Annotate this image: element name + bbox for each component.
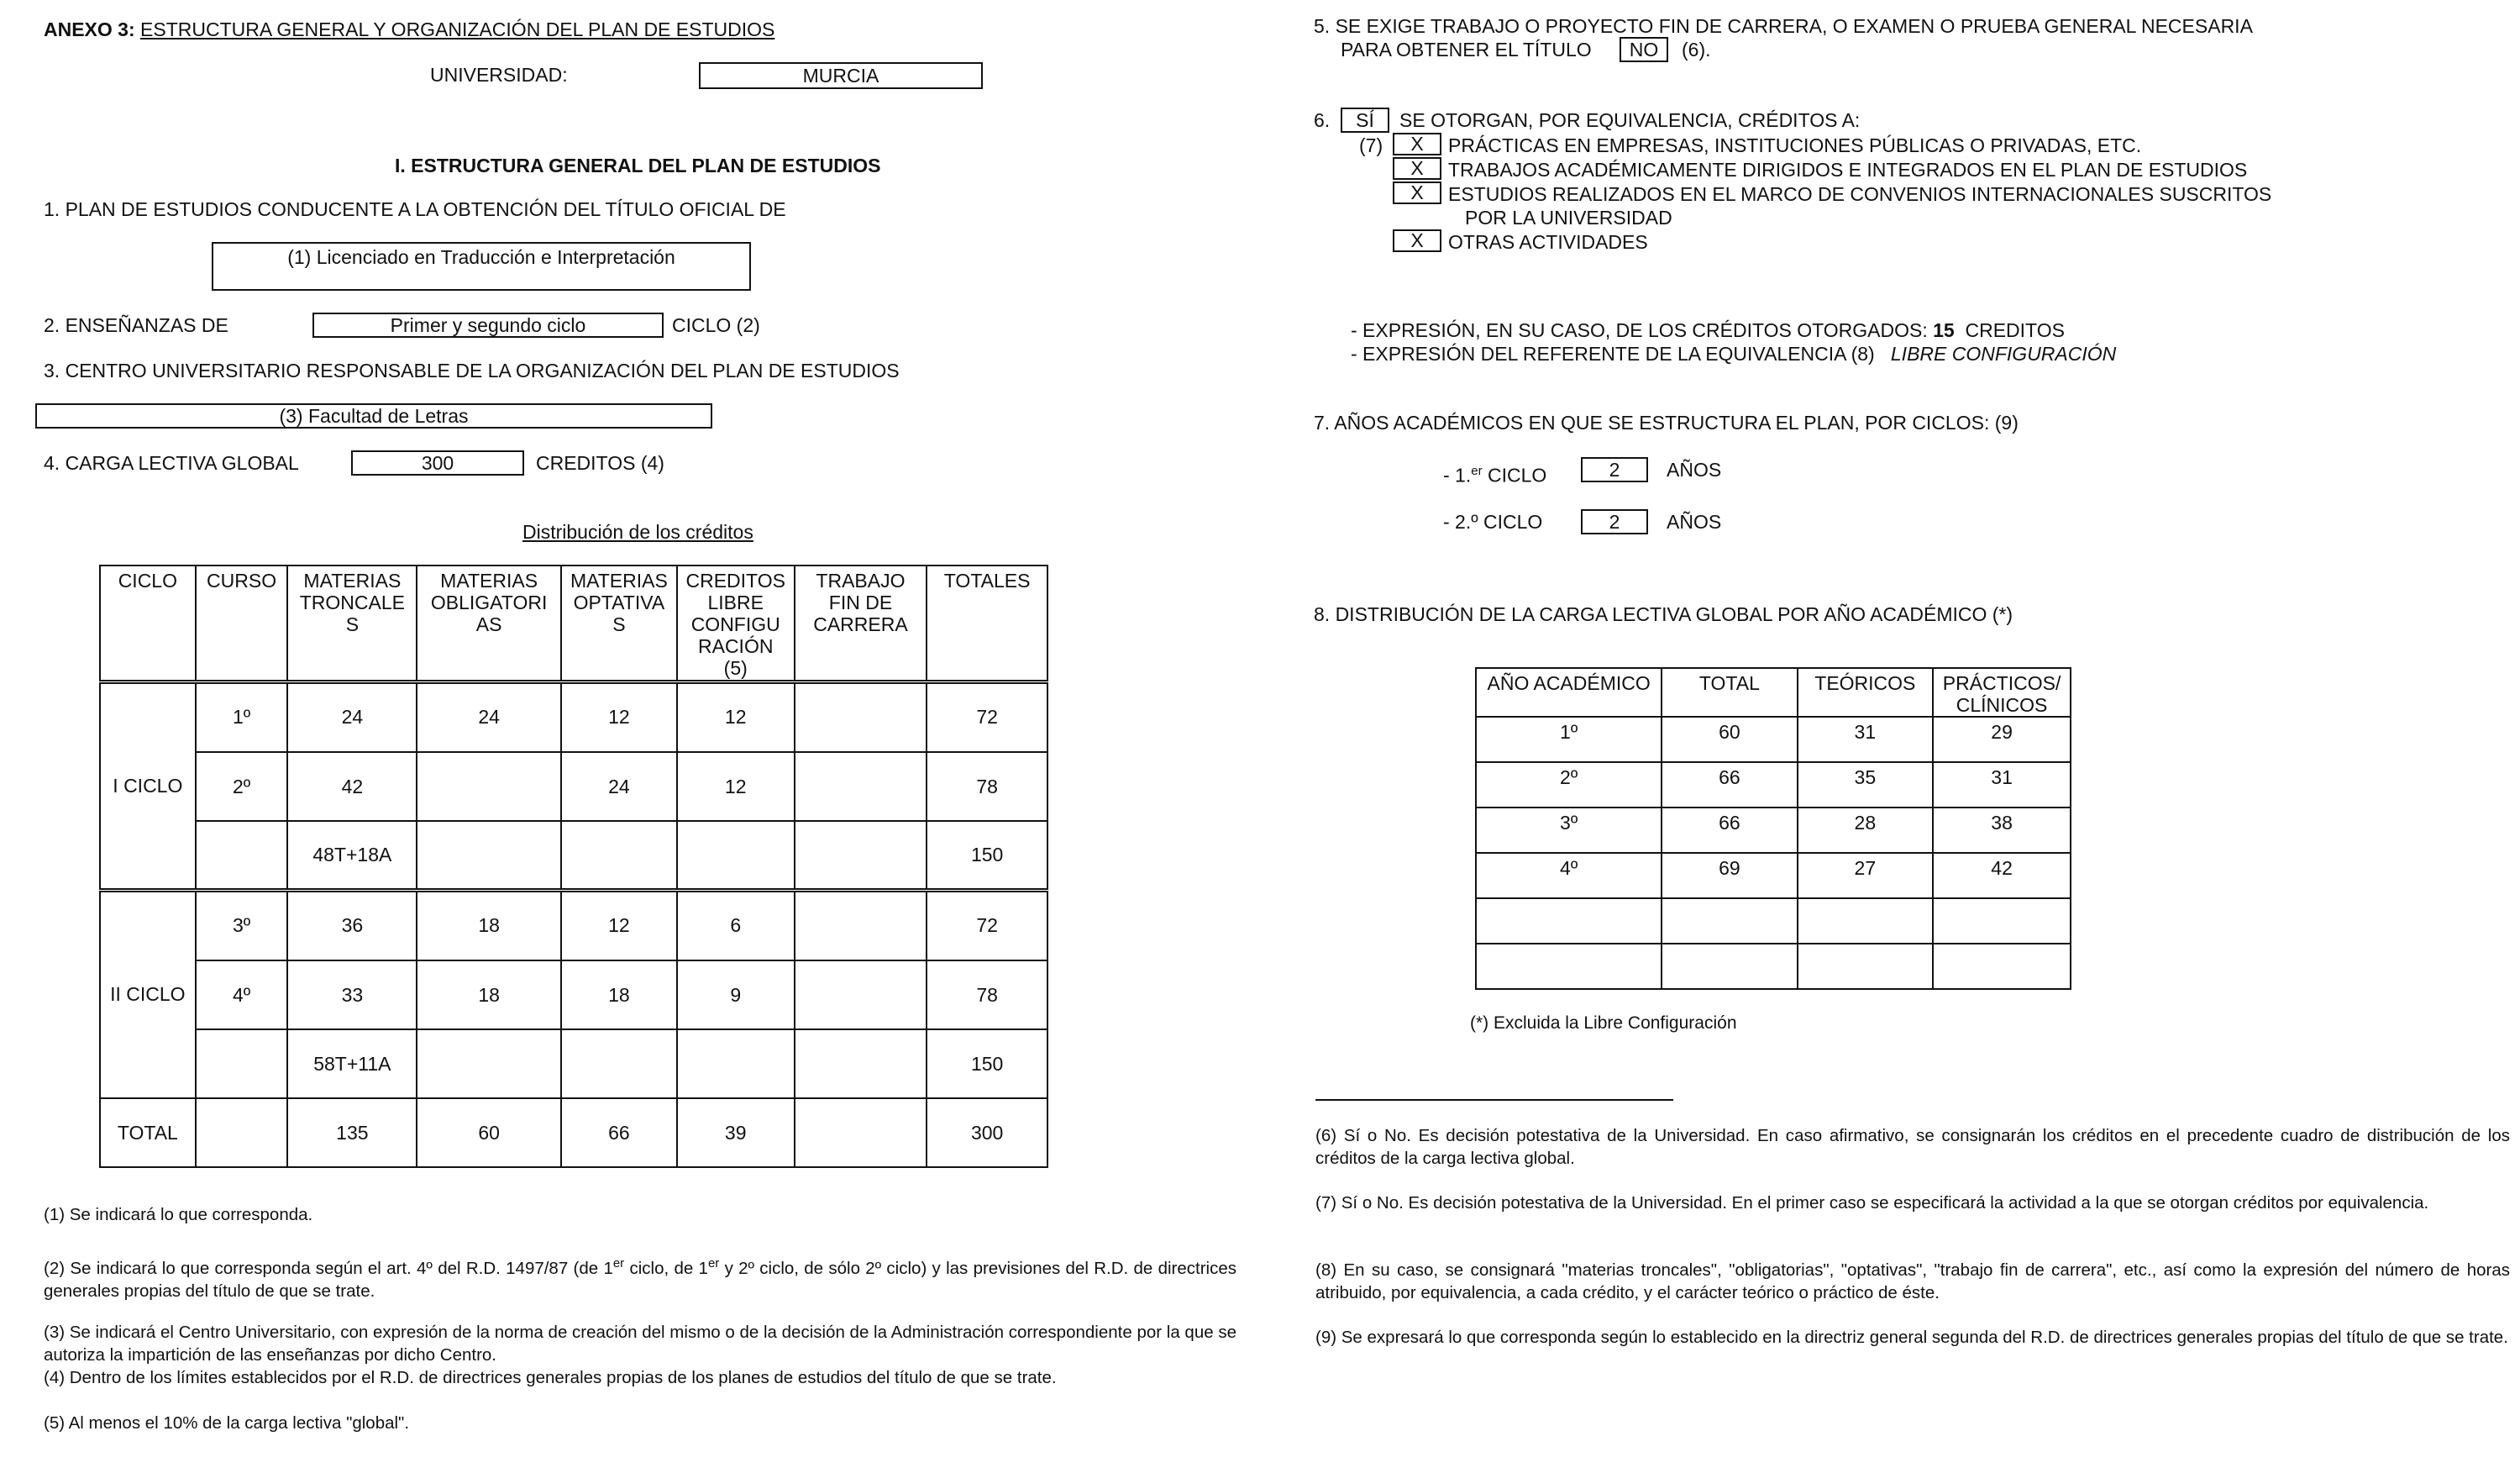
header-teoricos: TEÓRICOS — [1798, 668, 1934, 717]
table-cell — [1476, 898, 1662, 944]
cycle1-years-unit: AÑOS — [1667, 459, 1722, 481]
table-cell: 18 — [561, 960, 677, 1029]
header-libre-configuracion: CREDITOS LIBRE CONFIGU RACIÓN (5) — [677, 566, 795, 681]
table-cell: 1º — [1476, 717, 1662, 762]
table-cell: 28 — [1798, 808, 1934, 853]
table-cell: 42 — [1933, 853, 2071, 898]
credits-header-row — [100, 566, 1047, 681]
table-cell: 72 — [927, 681, 1047, 752]
footnote-divider — [1315, 1099, 1673, 1101]
table-row — [1476, 944, 2071, 989]
table-cell: 27 — [1798, 853, 1934, 898]
table-cell: 24 — [417, 681, 561, 752]
table-cell: 39 — [677, 1098, 795, 1167]
header-curso: CURSO — [196, 566, 288, 681]
option-otras-label: OTRAS ACTIVIDADES — [1448, 231, 1648, 253]
table-cell: 31 — [1798, 717, 1934, 762]
table-cell: 72 — [927, 890, 1047, 960]
header-totales: TOTALES — [927, 566, 1047, 681]
table-cell: 78 — [927, 752, 1047, 821]
table-cell — [561, 1029, 677, 1098]
footnote-6: (6) Sí o No. Es decisión potestativa de la Universidad. En caso afirmativo, se consignarán los créditos en el precedente cuadro de distribución de los créditos de la carga lectiva global. — [1315, 1126, 2510, 1168]
item6-label: SE OTORGAN, POR EQUIVALENCIA, CRÉDITOS A: — [1399, 109, 1861, 131]
header-trabajo-fin-carrera: TRABAJO FIN DE CARRERA — [795, 566, 927, 681]
table-cell: 58T+11A — [287, 1029, 417, 1098]
credits-table — [99, 565, 1048, 1168]
option-trabajos-label: TRABAJOS ACADÉMICAMENTE DIRIGIDOS E INTEGRADOS EN EL PLAN DE ESTUDIOS — [1448, 159, 2248, 181]
footnote-2: (2) Se indicará lo que corresponda según el art. 4º del R.D. 1497/87 (de 1er ciclo, de 1er y 2º ciclo, de sólo 2º ciclo) y las previsiones del R.D. de directrices generales propias del título de que se trate. — [44, 1256, 1236, 1301]
table-cell: 69 — [1662, 853, 1797, 898]
credits-table-caption: Distribución de los créditos — [522, 521, 753, 543]
table-row — [1476, 898, 2071, 944]
global-load-field: 300 — [351, 450, 524, 476]
annex-label: ANEXO 3: — [44, 18, 135, 40]
table-cell: 18 — [417, 890, 561, 960]
table-cell: 12 — [677, 681, 795, 752]
cycle2-years-label: - 2.º CICLO — [1443, 511, 1543, 533]
table-row — [100, 752, 1047, 821]
table-cell: 9 — [677, 960, 795, 1029]
item5-line1: 5. SE EXIGE TRABAJO O PROYECTO FIN DE CARRERA, O EXAMEN O PRUEBA GENERAL NECESARIA — [1314, 15, 2253, 37]
table-row — [100, 821, 1047, 890]
table-cell: 42 — [287, 752, 417, 821]
footnote-5: (5) Al menos el 10% de la carga lectiva "global". — [44, 1413, 410, 1433]
table-cell — [795, 681, 927, 752]
table-cell — [795, 821, 927, 890]
table-cell: 12 — [677, 752, 795, 821]
responsible-center-field: (3) Facultad de Letras — [35, 403, 712, 429]
table-cell — [795, 752, 927, 821]
table-row — [1476, 762, 2071, 808]
equivalence-credits-field: SÍ — [1341, 108, 1389, 133]
table-cell: 24 — [287, 681, 417, 752]
header-ano-academico: AÑO ACADÉMICO — [1476, 668, 1662, 717]
table-cell — [677, 1029, 795, 1098]
table-row — [1476, 853, 2071, 898]
table-cell: 12 — [561, 890, 677, 960]
table-row — [100, 1029, 1047, 1098]
item1-label: 1. PLAN DE ESTUDIOS CONDUCENTE A LA OBTENCIÓN DEL TÍTULO OFICIAL DE — [44, 198, 786, 220]
header-practicos: PRÁCTICOS/ CLÍNICOS — [1933, 668, 2071, 717]
item2-suffix: CICLO (2) — [672, 314, 760, 336]
table-cell — [1798, 944, 1934, 989]
credits-granted-line: - EXPRESIÓN, EN SU CASO, DE LOS CRÉDITOS OTORGADOS: 15 CREDITOS — [1351, 319, 2065, 341]
table-cell — [417, 752, 561, 821]
university-field: MURCIA — [699, 62, 983, 89]
cycle2-years-field: 2 — [1581, 509, 1648, 534]
table-cell — [417, 821, 561, 890]
table-cell: 1º — [196, 681, 288, 752]
item7-label: 7. AÑOS ACADÉMICOS EN QUE SE ESTRUCTURA EL PLAN, POR CICLOS: (9) — [1314, 412, 2019, 434]
table-cell: 33 — [287, 960, 417, 1029]
option-practicas-label: PRÁCTICAS EN EMPRESAS, INSTITUCIONES PÚBLICAS O PRIVADAS, ETC. — [1448, 134, 2142, 156]
item6-note: (7) — [1359, 134, 1383, 156]
table-cell — [1662, 898, 1797, 944]
final-project-field: NO — [1620, 37, 1668, 62]
checkbox-trabajos[interactable]: X — [1393, 157, 1441, 180]
cycle2-cell: II CICLO — [100, 890, 196, 1098]
yearly-load-table — [1475, 667, 2071, 990]
table-cell: 6 — [677, 890, 795, 960]
table-cell: 3º — [196, 890, 288, 960]
table-cell — [1798, 898, 1934, 944]
table-cell — [677, 821, 795, 890]
footnote-8: (8) En su caso, se consignará "materias troncales", "obligatorias", "optativas", "trabajo fin de carrera", etc., así como la expresión del número de horas atribuido, por equivalencia, a cada crédito, y el carácter teórico o práctico de éste. — [1315, 1260, 2510, 1302]
table-cell: 66 — [1662, 808, 1797, 853]
header-ciclo: CICLO — [100, 566, 196, 681]
table-cell: 29 — [1933, 717, 2071, 762]
cycle1-years-field: 2 — [1581, 457, 1648, 482]
annex-heading — [44, 18, 774, 41]
table-cell: 78 — [927, 960, 1047, 1029]
item4-label: 4. CARGA LECTIVA GLOBAL — [44, 452, 299, 474]
table-cell: 31 — [1933, 762, 2071, 808]
item4-suffix: CREDITOS (4) — [536, 452, 664, 474]
item5-line2: PARA OBTENER EL TÍTULO — [1341, 39, 1592, 60]
table-cell — [417, 1029, 561, 1098]
option-estudios-label-2: POR LA UNIVERSIDAD — [1465, 207, 1672, 229]
table-cell: 150 — [927, 1029, 1047, 1098]
checkbox-practicas[interactable]: X — [1393, 133, 1441, 155]
table-cell: 48T+18A — [287, 821, 417, 890]
cycle1-years-label: - 1.$^{er}$ CICLO — [1443, 464, 1547, 487]
table-cell: 2º — [1476, 762, 1662, 808]
checkbox-estudios[interactable]: X — [1393, 181, 1441, 204]
table-cell: 300 — [927, 1098, 1047, 1167]
table-cell — [1476, 944, 1662, 989]
header-total: TOTAL — [1662, 668, 1797, 717]
table-cell: 18 — [417, 960, 561, 1029]
table-cell: 60 — [417, 1098, 561, 1167]
table-cell — [196, 1029, 288, 1098]
table-cell: 66 — [561, 1098, 677, 1167]
yearly-load-note: (*) Excluida la Libre Configuración — [1470, 1013, 1737, 1033]
teaching-cycles-field: Primer y segundo ciclo — [312, 313, 664, 338]
item6-num: 6. — [1314, 109, 1331, 131]
table-cell — [561, 821, 677, 890]
table-cell: 66 — [1662, 762, 1797, 808]
item5-suffix: (6). — [1682, 39, 1711, 60]
table-cell: 24 — [561, 752, 677, 821]
footnote-3: (3) Se indicará el Centro Universitario, con expresión de la norma de creación del mismo o de la decisión de la Administración correspondiente por la que se autoriza la impartición de las enseñanzas por dicho Centro. — [44, 1323, 1236, 1365]
item8-label: 8. DISTRIBUCIÓN DE LA CARGA LECTIVA GLOBAL POR AÑO ACADÉMICO (*) — [1314, 603, 2013, 625]
table-cell: 3º — [1476, 808, 1662, 853]
table-row — [1476, 808, 2071, 853]
option-estudios-label: ESTUDIOS REALIZADOS EN EL MARCO DE CONVENIOS INTERNACIONALES SUSCRITOS — [1448, 183, 2272, 205]
header-optativas: MATERIAS OPTATIVA S — [561, 566, 677, 681]
table-cell: TOTAL — [100, 1098, 196, 1167]
table-row — [1476, 717, 2071, 762]
table-row — [100, 681, 1047, 752]
total-row — [100, 1098, 1047, 1167]
table-row — [100, 890, 1047, 960]
table-row — [100, 960, 1047, 1029]
footnote-1: (1) Se indicará lo que corresponda. — [44, 1205, 313, 1224]
table-cell — [795, 1029, 927, 1098]
equivalence-referent-line: - EXPRESIÓN DEL REFERENTE DE LA EQUIVALENCIA (8) LIBRE CONFIGURACIÓN — [1351, 343, 2117, 365]
yearly-header-row — [1476, 668, 2071, 717]
footnote-4: (4) Dentro de los límites establecidos por el R.D. de directrices generales propias de los planes de estudios del título de que se trate. — [44, 1368, 1057, 1387]
table-cell: 35 — [1798, 762, 1934, 808]
header-troncales: MATERIAS TRONCALE S — [287, 566, 417, 681]
table-cell: 60 — [1662, 717, 1797, 762]
table-cell — [196, 821, 288, 890]
table-cell: 38 — [1933, 808, 2071, 853]
table-cell: 135 — [287, 1098, 417, 1167]
degree-title-field: (1) Licenciado en Traducción e Interpretación — [212, 242, 751, 291]
table-cell — [795, 890, 927, 960]
university-label: UNIVERSIDAD: — [430, 64, 568, 86]
table-cell — [795, 1098, 927, 1167]
item3-label: 3. CENTRO UNIVERSITARIO RESPONSABLE DE LA ORGANIZACIÓN DEL PLAN DE ESTUDIOS — [44, 360, 900, 381]
table-cell — [1662, 944, 1797, 989]
table-cell: 12 — [561, 681, 677, 752]
checkbox-otras[interactable]: X — [1393, 229, 1441, 252]
header-obligatorias: MATERIAS OBLIGATORI AS — [417, 566, 561, 681]
cycle1-cell: I CICLO — [100, 681, 196, 890]
section-title: I. ESTRUCTURA GENERAL DEL PLAN DE ESTUDIOS — [395, 155, 881, 176]
table-cell — [795, 960, 927, 1029]
table-cell: 150 — [927, 821, 1047, 890]
cycle2-years-unit: AÑOS — [1667, 511, 1722, 533]
annex-title: ESTRUCTURA GENERAL Y ORGANIZACIÓN DEL PLAN DE ESTUDIOS — [140, 18, 775, 40]
table-cell — [1933, 898, 2071, 944]
table-cell — [1933, 944, 2071, 989]
table-cell — [196, 1098, 288, 1167]
table-cell: 4º — [196, 960, 288, 1029]
item2-label: 2. ENSEÑANZAS DE — [44, 314, 228, 336]
table-cell: 4º — [1476, 853, 1662, 898]
table-cell: 36 — [287, 890, 417, 960]
footnote-7: (7) Sí o No. Es decisión potestativa de la Universidad. En el primer caso se especificará la actividad a la que se otorgan créditos por equivalencia. — [1315, 1193, 2429, 1213]
table-cell: 2º — [196, 752, 288, 821]
footnote-9: (9) Se expresará lo que corresponda según lo establecido en la directriz general segunda del R.D. de directrices generales propias del título de que se trate. — [1315, 1328, 2508, 1347]
